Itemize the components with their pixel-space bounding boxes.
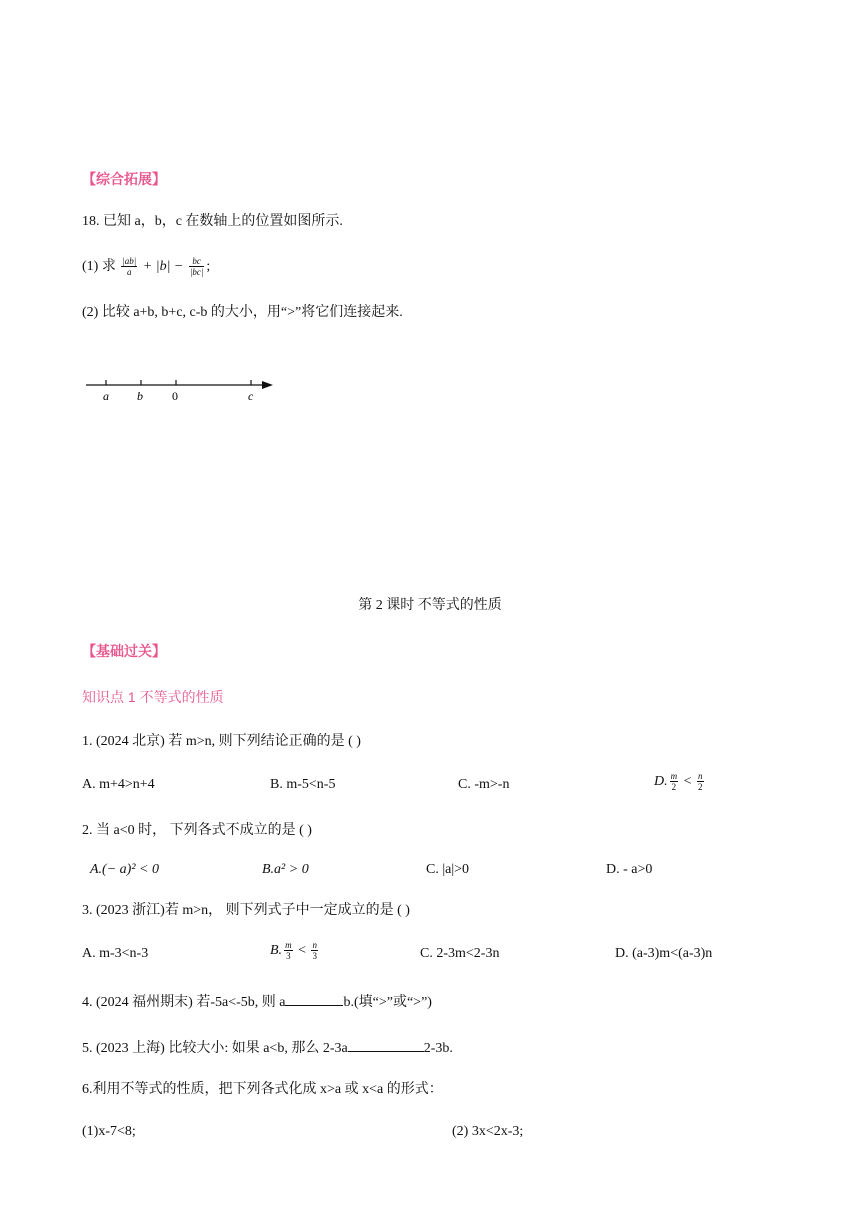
fraction-m-over-3: $\frac{m}{3}$ xyxy=(285,940,292,962)
question-1-option-b: B. m-5<n-5 xyxy=(270,777,336,792)
fraction-abs-ab-over-a: $\frac{|ab|}{a}$ xyxy=(122,256,137,278)
question-3-option-d: D. (a-3)m<(a-3)n xyxy=(615,946,713,961)
question-18-part-1 xyxy=(82,256,210,278)
question-4: 4. (2024 福州期末) 若-5a<-5b, 则 a b.(填“>”或“>”) xyxy=(82,991,432,1012)
fraction-m-over-2: $\frac{m}{2}$ xyxy=(670,771,678,793)
question-3-option-c: C. 2-3m<2-3n xyxy=(420,946,500,961)
question-6-part-1: (1)x-7<8; xyxy=(82,1124,136,1139)
question-6-part-2: (2) 3x<2x-3; xyxy=(452,1124,524,1139)
part-1-prefix: (1) 求 xyxy=(82,259,116,274)
number-line-figure xyxy=(84,372,280,406)
question-1-option-d: D. $\frac{m}{2}$ < $\frac{n}{2}$ xyxy=(654,771,703,793)
question-2-option-d: D. - a>0 xyxy=(606,862,653,877)
fraction-n-over-2: $\frac{n}{2}$ xyxy=(698,771,703,793)
label-a: a xyxy=(103,389,109,403)
lesson-title: 第 2 课时 不等式的性质 xyxy=(358,598,502,613)
label-c: c xyxy=(248,389,254,403)
expr-middle: + |b| − xyxy=(142,259,184,274)
question-3-option-a: A. m-3<n-3 xyxy=(82,946,149,961)
section-heading-comprehensive: 【综合拓展】 xyxy=(82,171,166,187)
question-2-stem: 2. 当 a<0 时， 下列各式不成立的是 ( ) xyxy=(82,823,312,838)
answer-blank-5[interactable] xyxy=(348,1037,424,1052)
question-6-stem: 6.利用不等式的性质，把下列各式化成 x>a 或 x<a 的形式： xyxy=(82,1082,443,1097)
question-2-option-c: C. |a|>0 xyxy=(426,862,470,877)
fraction-n-over-3: $\frac{n}{3}$ xyxy=(312,940,317,962)
question-3-option-b: B. $\frac{m}{3}$ < $\frac{n}{3}$ xyxy=(270,940,317,962)
expr-end: ; xyxy=(206,259,211,274)
answer-blank-4[interactable] xyxy=(285,991,343,1006)
question-18-part-2: (2) 比较 a+b, b+c, c-b 的大小，用“>”将它们连接起来. xyxy=(82,305,403,320)
fraction-bc-over-abs-bc: $\frac{bc}{|bc|}$ xyxy=(189,256,204,278)
label-0: 0 xyxy=(172,389,178,403)
question-3-stem: 3. (2023 浙江)若 m>n， 则下列式子中一定成立的是 ( ) xyxy=(82,903,410,918)
question-5: 5. (2023 上海) 比较大小: 如果 a<b, 那么 2-3a 2-3b. xyxy=(82,1037,453,1058)
question-2-option-b: B.a² > 0 xyxy=(262,862,309,877)
label-b: b xyxy=(137,389,143,403)
knowledge-point-heading: 知识点 1 不等式的性质 xyxy=(82,689,224,705)
section-heading-basic: 【基础过关】 xyxy=(82,643,166,659)
question-1-stem: 1. (2024 北京) 若 m>n, 则下列结论正确的是 ( ) xyxy=(82,734,361,749)
question-1-option-a: A. m+4>n+4 xyxy=(82,777,155,792)
question-18-stem: 18. 已知 a，b，c 在数轴上的位置如图所示. xyxy=(82,214,343,229)
number-line-arrow xyxy=(262,381,273,389)
question-1-option-c: C. -m>-n xyxy=(458,777,510,792)
question-2-option-a: A.(− a)² < 0 xyxy=(90,862,159,877)
